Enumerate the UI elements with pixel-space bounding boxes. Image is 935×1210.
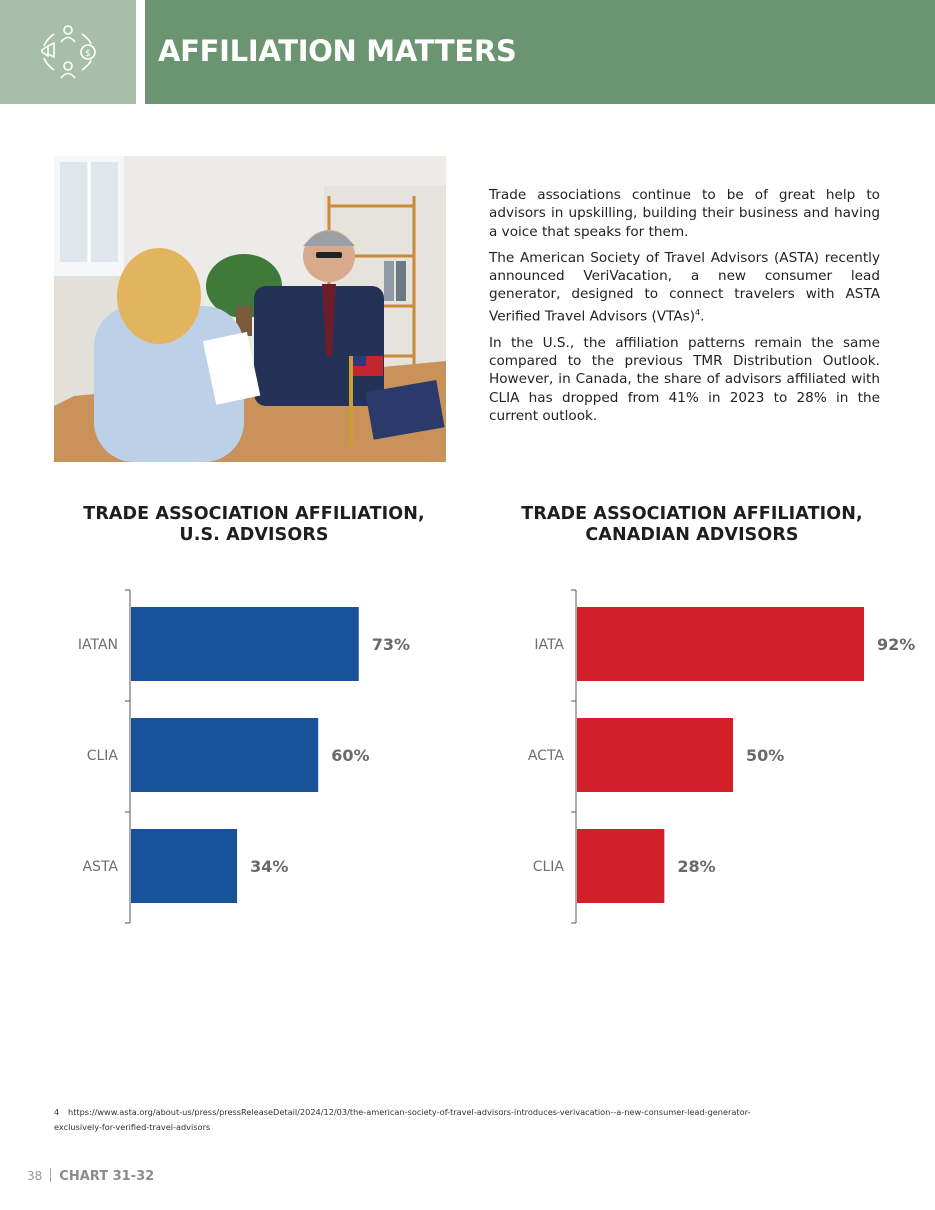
svg-text:$: $ <box>85 49 91 59</box>
footnote <box>54 1105 854 1135</box>
footnote-url-line1: https://www.asta.org/about-us/press/pressReleaseDetail/2024/12/03/the-american-society-of-travel-advisors-introduces-verivacation--a-new-consumer-lead-generator- <box>68 1107 751 1117</box>
value-label-us: 73% <box>371 635 411 654</box>
bar-us-iatan <box>131 607 359 681</box>
value-label-canada: 28% <box>677 857 716 876</box>
value-label-canada: 92% <box>877 635 916 654</box>
paragraph-1: Trade associations continue to be of great help to advisors in upskilling, building their business and having a voice that speaks for them. <box>489 187 880 240</box>
paragraph-3: In the U.S., the affiliation patterns remain the same compared to the previous TMR Distribution Outlook. However, in Canada, the share of advisors affiliated with CLIA has dropped from 41% in 2023 to 28% in the current outlook. <box>489 334 880 424</box>
chart-title-us-line2: U.S. ADVISORS <box>179 525 329 545</box>
bar-canada-acta <box>577 718 733 792</box>
paragraph-2: The American Society of Travel Advisors (ASTA) recently announced VeriVacation, a new consumer lead generator, designed to connect travelers with ASTA Verified Travel Advisors (VTAs)$^4$. <box>489 249 880 325</box>
chart-title-us-line1: TRADE ASSOCIATION AFFILIATION, <box>83 504 425 524</box>
category-label-canada: ACTA <box>527 748 564 764</box>
value-label-us: 34% <box>250 857 289 876</box>
bar-us-clia <box>131 718 318 792</box>
chart-title-canada-line1: TRADE ASSOCIATION AFFILIATION, <box>521 504 863 524</box>
footnote-ref: 4 <box>695 307 701 317</box>
footer-divider <box>50 1168 51 1182</box>
value-label-us: 60% <box>331 746 370 765</box>
page-title: AFFILIATION MATTERS <box>158 34 517 68</box>
value-label-canada: 50% <box>746 746 785 765</box>
category-label-us: CLIA <box>86 748 118 764</box>
category-label-canada: CLIA <box>532 859 564 875</box>
page-number: 38 <box>27 1169 43 1183</box>
footer-chart-label: CHART 31-32 <box>59 1169 155 1184</box>
bar-canada-clia <box>577 829 664 903</box>
footnote-url-line2: exclusively-for-verified-travel-advisors <box>54 1122 211 1132</box>
bar-canada-iata <box>577 607 864 681</box>
bar-us-asta <box>131 829 237 903</box>
paragraph-2-text: The American Society of Travel Advisors (ASTA) recently announced VeriVacation, a new consumer lead generator, designed to connect travelers with ASTA Verified Travel Advisors (VTAs) <box>489 249 880 325</box>
category-label-us: ASTA <box>82 859 118 875</box>
chart-title-canada-line2: CANADIAN ADVISORS <box>585 525 799 545</box>
page-footer <box>27 1168 154 1184</box>
footnote-number: 4 <box>54 1107 60 1117</box>
category-label-canada: IATA <box>534 637 564 653</box>
category-label-us: IATAN <box>77 637 118 653</box>
